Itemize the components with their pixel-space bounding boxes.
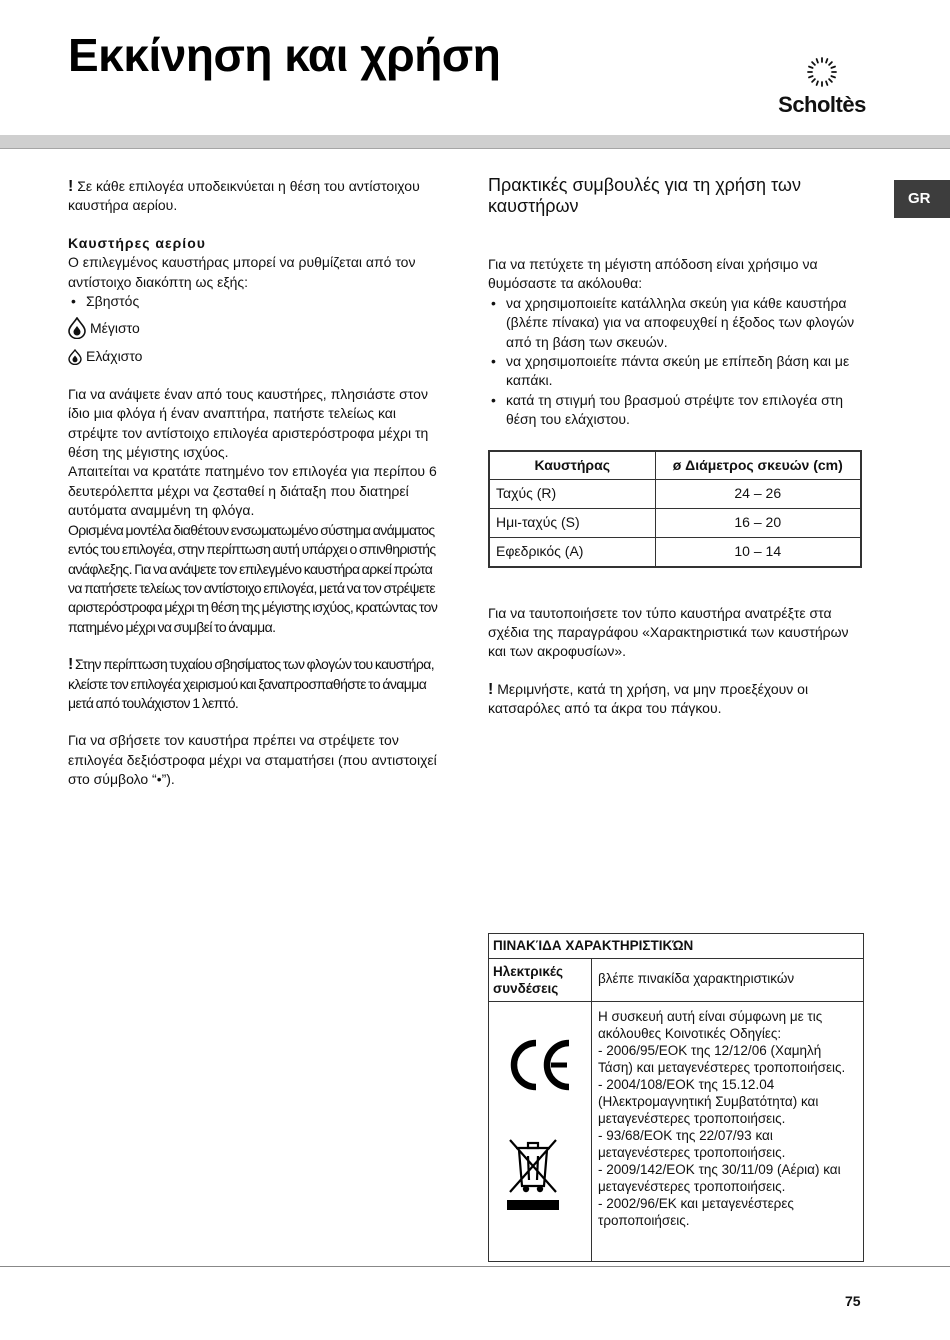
right-column bbox=[488, 175, 866, 719]
column-header-burner: Καυστήρας bbox=[489, 451, 655, 480]
table-row bbox=[489, 538, 861, 567]
footer-divider bbox=[0, 1266, 950, 1267]
directive-line: - 2002/96/ΕΚ και μεταγενέστερες τροποποιήσεις. bbox=[598, 1196, 794, 1228]
diameter-cell: 16 – 20 bbox=[655, 509, 861, 538]
weee-bin-icon bbox=[506, 1136, 560, 1212]
rating-plate-title: ΠΙΝΑΚΊΔΑ ΧΑΡΑΚΤΗΡΙΣΤΙΚΏΝ bbox=[489, 934, 864, 959]
position-max bbox=[68, 317, 440, 339]
hold-paragraph: Απαιτείται να κρατάτε πατημένο τον επιλογέα για περίπου 6 δευτερόλεπτα μέχρι να ζεσταθεί η διάταξη που διατηρεί αυτόματα αναμμένη τη φλόγα. bbox=[68, 463, 437, 519]
table-header-row bbox=[489, 451, 861, 480]
flame-out-note-text: Στην περίπτωση τυχαίου σβησίματος των φλογών του καυστήρα, κλείστε τον επιλογέα χειρισμού και ξαναπροσπαθήστε το άναμμα μετά από τουλάχιστον 1 λεπτό. bbox=[68, 656, 434, 711]
burner-cell: Ημι-ταχύς (S) bbox=[489, 509, 655, 538]
burner-position-note bbox=[68, 177, 440, 216]
large-flame-icon bbox=[68, 317, 86, 339]
directive-line: - 2004/108/ΕΟΚ της 15.12.04 (Ηλεκτρομαγνητική Συμβατότητα) και μεταγενέστερες τροποποιήσεις. bbox=[598, 1077, 819, 1126]
directive-line: - 2006/95/ΕΟΚ της 12/12/06 (Χαμηλή Τάση) και μεταγενέστερες τροποποιήσεις. bbox=[598, 1043, 846, 1075]
tip-item: • να χρησιμοποιείτε πάντα σκεύη με επίπεδη βάση και με καπάκι. bbox=[488, 352, 866, 391]
practical-tips-heading: Πρακτικές συμβουλές για τη χρήση των καυστήρων bbox=[488, 175, 801, 216]
directive-line: - 2009/142/ΕΟΚ της 30/11/09 (Αέρια) και μεταγενέστερες τροποποιήσεις. bbox=[598, 1162, 841, 1194]
pan-overhang-note-text: Μεριμνήστε, κατά τη χρήση, να μην προεξέχουν οι κατσαρόλες από τα άκρα του πάγκου. bbox=[488, 680, 809, 717]
switch-off-paragraph: Για να σβήσετε τον καυστήρα πρέπει να στρέψετε τον επιλογέα δεξιόστροφα μέχρι να σταματήσει (που αντιστοιχεί στο σύμβολο “•”). bbox=[68, 732, 437, 788]
position-off: • Σβηστός bbox=[68, 292, 440, 311]
small-flame-icon bbox=[68, 349, 82, 365]
tips-intro: Για να πετύχετε τη μέγιστη απόδοση είναι χρήσιμο να θυμόσαστε τα ακόλουθα: bbox=[488, 256, 818, 292]
header-band bbox=[0, 135, 950, 149]
tip-item: • κατά τη στιγμή του βρασμού στρέψτε τον επιλογέα στη θέση του ελάχιστου. bbox=[488, 391, 866, 430]
electrical-connections-label: Ηλεκτρικές συνδέσεις bbox=[489, 959, 592, 1002]
table-row bbox=[489, 509, 861, 538]
lighting-paragraph: Για να ανάψετε έναν από τους καυστήρες, πλησιάστε στον ίδιο μια φλόγα ή έναν αναπτήρα, πατήστε τελείως και στρέψτε τον αντίστοιχο επιλογέα αριστερόστροφα μέχρι τη θέση της μέγιστης ισχύος. bbox=[68, 385, 429, 461]
table-row bbox=[489, 480, 861, 509]
position-max-label: Μέγιστο bbox=[90, 319, 140, 336]
ce-mark-icon bbox=[507, 1039, 573, 1091]
column-header-diameter: ø Διάμετρος σκευών (cm) bbox=[655, 451, 861, 480]
burner-cell: Ταχύς (R) bbox=[489, 480, 655, 509]
ignition-models-paragraph: Ορισμένα μοντέλα διαθέτουν ενσωματωμένο σύστημα ανάμματος εντός του επιλογέα, στην περίπτωση αυτή υπάρχει ο σπινθηριστής ανάφλεξης. Για να ανάψετε τον επιλεγμένο καυστήρα αρκεί πρώτα να πατήσετε τελείως τον αντίστοιχο επιλογέα, μετά να τον στρέψετε αριστερόστροφα μέχρι τη θέση της μέγιστης ισχύος, κρατώντας τον πατημένο μέχρι να συμβεί το άναμμα. bbox=[68, 521, 438, 635]
position-min bbox=[68, 347, 440, 366]
identify-burner-paragraph: Για να ταυτοποιήσετε τον τύπο καυστήρα ανατρέξτε στα σχέδια της παραγράφου «Χαρακτηριστικά των καυστήρων και των ακροφυσίων». bbox=[488, 604, 849, 660]
pan-overhang-note bbox=[488, 680, 866, 719]
warning-mark: ! bbox=[68, 656, 73, 674]
burner-position-note-text: Σε κάθε επιλογέα υποδεικνύεται η θέση του αντίστοιχου καυστήρα αερίου. bbox=[68, 178, 420, 214]
tip-item: • να χρησιμοποιείτε κατάλληλα σκεύη για κάθε καυστήρα (βλέπε πίνακα) για να αποφευχθεί η έξοδος των φλογών από τη βάση των σκευών. bbox=[488, 294, 866, 352]
directive-line: Η συσκευή αυτή είναι σύμφωνη με τις ακόλουθες Κοινοτικές Οδηγίες: bbox=[598, 1009, 823, 1041]
diameter-cell: 10 – 14 bbox=[655, 538, 861, 567]
burner-cell: Εφεδρικός (A) bbox=[489, 538, 655, 567]
diameter-cell: 24 – 26 bbox=[655, 480, 861, 509]
rating-plate-table bbox=[488, 933, 864, 1262]
sun-logo-icon bbox=[806, 56, 838, 88]
compliance-icons bbox=[489, 1002, 592, 1262]
flame-out-note bbox=[68, 655, 440, 713]
position-list bbox=[68, 292, 440, 311]
warning-mark: ! bbox=[488, 680, 494, 698]
directive-line: - 93/68/ΕΟΚ της 22/07/93 και μεταγενέστερες τροποποιήσεις. bbox=[598, 1128, 786, 1160]
position-min-label: Ελάχιστο bbox=[86, 348, 143, 365]
gas-burners-heading: Καυστήρες αερίου bbox=[68, 234, 206, 251]
page-title: Εκκίνηση και χρήση bbox=[68, 29, 501, 81]
page-number: 75 bbox=[845, 1293, 861, 1309]
brand-name: Scholtès bbox=[778, 92, 866, 117]
warning-mark: ! bbox=[68, 178, 74, 195]
electrical-connections-value: βλέπε πινακίδα χαρακτηριστικών bbox=[592, 959, 864, 1002]
pan-diameter-table bbox=[488, 450, 862, 568]
brand-logo bbox=[776, 56, 868, 120]
language-tab: GR bbox=[894, 180, 950, 218]
left-column bbox=[68, 177, 440, 790]
tips-list bbox=[488, 294, 866, 430]
directives-cell bbox=[592, 1002, 864, 1262]
gas-burners-intro: Ο επιλεγμένος καυστήρας μπορεί να ρυθμίζεται από τον αντίστοιχο διακόπτη ως εξής: bbox=[68, 254, 416, 290]
